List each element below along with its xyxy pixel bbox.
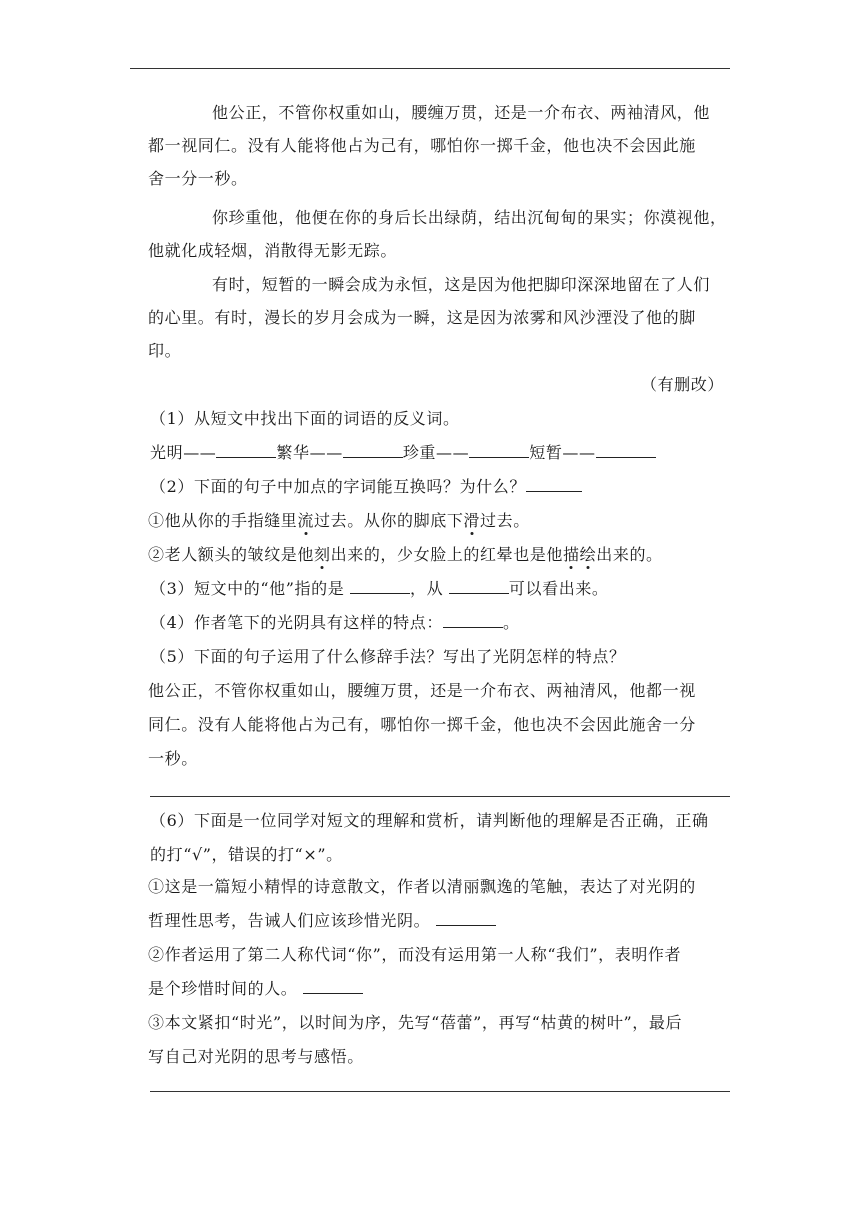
question-6-item-1: ①这是一篇短小精悍的诗意散文，作者以清丽飘逸的笔触，表达了对光阴的 哲理性思考，告诫人们应该珍惜光阴。	[148, 877, 696, 930]
dotted-char: 流	[297, 511, 315, 530]
dotted-char: 绘	[579, 545, 597, 564]
question-2-sentence-2: ②老人额头的皱纹是他刻出来的，少女脸上的红晕也是他描绘出来的。	[148, 545, 663, 564]
passage-paragraph-3: 有时，短暂的一瞬会成为永恒，这是因为他把脚印深深地留在了人们 的心里。有时，漫长的岁月会成为一瞬，这是因为浓雾和风沙湮没了他的脚 印。	[148, 275, 711, 360]
dotted-char: 描	[563, 545, 580, 564]
question-1-pairs: 光明—— 繁华—— 珍重—— 短暂——	[150, 436, 656, 469]
section-divider	[150, 796, 730, 797]
passage-paragraph-1: 他公正，不管你权重如山，腰缠万贯，还是一介布衣、两袖清风，他 都一视同仁。没有人能将他占为己有，哪怕你一掷千金，他也决不会因此施 舍一分一秒。	[148, 103, 711, 188]
answer-blank[interactable]	[350, 575, 410, 594]
answer-blank[interactable]	[596, 439, 656, 458]
answer-blank[interactable]	[469, 439, 529, 458]
answer-blank[interactable]	[443, 609, 503, 628]
answer-blank[interactable]	[343, 439, 403, 458]
answer-blank[interactable]	[449, 575, 509, 594]
question-6-item-2: ②作者运用了第二人称代词“你”，而没有运用第一人称“我们”，表明作者 是个珍惜时间的人。	[148, 945, 682, 998]
dotted-char: 刻	[314, 545, 331, 564]
passage-paragraph-2: 你珍重他，他便在你的身后长出绿荫，结出沉甸甸的果实；你漠视他， 他就化成轻烟，消散得无影无踪。	[148, 208, 727, 260]
answer-blank[interactable]	[526, 473, 582, 492]
question-5-prompt: （5）下面的句子运用了什么修辞手法？写出了光阴怎样的特点？	[150, 647, 626, 666]
answer-blank[interactable]	[303, 975, 363, 994]
question-6-item-3: ③本文紧扣“时光”，以时间为序，先写“蓓蕾”，再写“枯黄的树叶”，最后 写自己对光阴的思考与感悟。	[148, 1013, 683, 1066]
question-1-prompt: （1）从短文中找出下面的词语的反义词。	[150, 409, 460, 428]
question-2-sentence-1: ①他从你的手指缝里流过去。从你的脚底下滑过去。	[148, 511, 530, 530]
answer-blank[interactable]	[436, 907, 496, 926]
answer-blank[interactable]	[216, 439, 276, 458]
question-4: （4）作者笔下的光阴具有这样的特点： 。	[150, 606, 520, 639]
question-6-prompt: （6）下面是一位同学对短文的理解和赏析，请判断他的理解是否正确，正确 的打“√”，错误的打“×”。	[150, 811, 709, 864]
dotted-char: 滑	[463, 511, 481, 530]
top-rule	[130, 68, 730, 69]
question-2-prompt: （2）下面的句子中加点的字词能互换吗？为什么？	[150, 470, 582, 503]
bottom-rule	[150, 1091, 730, 1092]
source-note: （有删改）	[640, 375, 724, 394]
question-5-quote: 他公正，不管你权重如山，腰缠万贯，还是一介布衣、两袖清风，他都一视 同仁。没有人能将他占为己有，哪怕你一掷千金，他也决不会因此施舍一分 一秒。	[148, 681, 696, 768]
question-3: （3）短文中的“他”指的是 ，从 可以看出来。	[150, 572, 609, 605]
